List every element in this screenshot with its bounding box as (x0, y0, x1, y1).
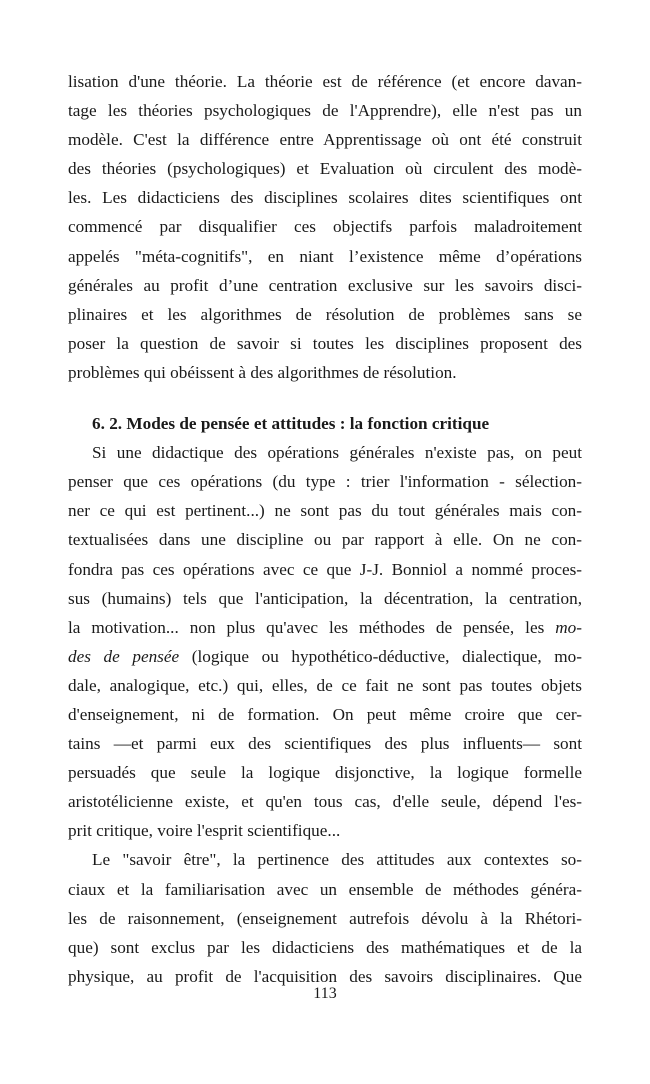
text-line: les de raisonnement, (enseignement autrefois dévolu à la Rhétori- (68, 908, 582, 928)
text-line: prit critique, voire l'esprit scientifique... (68, 821, 341, 841)
text-line: que) sont exclus par les didacticiens des mathématiques et de la (68, 937, 582, 957)
paragraph-3 (68, 845, 582, 990)
text-line-with-italic (68, 613, 582, 642)
text-line: appelés "méta-cognitifs", en niant l’existence même d’opérations (68, 246, 582, 266)
section-gap (68, 387, 582, 409)
text-line: générales au profit d’une centration exclusive sur les savoirs disci- (68, 275, 582, 295)
text-line: modèle. C'est la différence entre Apprentissage où ont été construit (68, 130, 582, 150)
text-line: penser que ces opérations (du type : trier l'information - sélection- (68, 472, 582, 492)
text-line: des théories (psychologiques) et Evaluation où circulent des modè- (68, 159, 582, 179)
italic-term: mo- (555, 617, 582, 637)
text-line-with-italic (68, 642, 582, 671)
text-line: problèmes qui obéissent à des algorithmes de résolution. (68, 362, 457, 382)
text-fragment: la motivation... non plus qu'avec les méthodes de pensée, les (68, 617, 556, 637)
text-line: plinaires et les algorithmes de résolution de problèmes sans se (68, 304, 582, 324)
text-line: ner ce qui est pertinent...) ne sont pas du tout générales mais con- (68, 501, 582, 521)
page-body (68, 67, 582, 991)
text-line: fondra pas ces opérations avec ce que J-J. Bonniol a nommé proces- (68, 559, 582, 579)
text-line: tains —et parmi eux des scientifiques des plus influents— sont (68, 734, 582, 754)
text-line: d'enseignement, ni de formation. On peut même croire que cer- (68, 704, 582, 724)
text-line: Le "savoir être", la pertinence des attitudes aux contextes so- (92, 850, 582, 870)
text-line: dale, analogique, etc.) qui, elles, de ce fait ne sont pas toutes objets (68, 675, 582, 695)
text-line: tage les théories psychologiques de l'Apprendre), elle n'est pas un (68, 101, 582, 121)
text-line: persuadés que seule la logique disjonctive, la logique formelle (68, 763, 582, 783)
text-line: textualisées dans une discipline ou par rapport à elle. On ne con- (68, 530, 582, 550)
text-line: aristotélicienne existe, et qu'en tous cas, d'elle seule, dépend l'es- (68, 792, 582, 812)
text-line: poser la question de savoir si toutes les disciplines proposent des (68, 333, 582, 353)
text-fragment: (logique ou hypothético-déductive, dialectique, mo- (179, 646, 582, 666)
text-line: commencé par disqualifier ces objectifs parfois maladroitement (68, 217, 582, 237)
paragraph-2 (68, 438, 582, 845)
text-line: physique, au profit de l'acquisition des savoirs disciplinaires. Que (68, 966, 582, 986)
text-line: sus (humains) tels que l'anticipation, la décentration, la centration, (68, 588, 582, 608)
text-line: lisation d'une théorie. La théorie est de référence (et encore davan- (68, 72, 582, 91)
section-heading: 6. 2. Modes de pensée et attitudes : la fonction critique (92, 414, 490, 434)
text-line: ciaux et la familiarisation avec un ensemble de méthodes généra- (68, 879, 582, 899)
text-line: Si une didactique des opérations générales n'existe pas, on peut (92, 443, 582, 463)
paragraph-1 (68, 67, 582, 387)
page-number: 113 (313, 985, 337, 1002)
italic-term: des de pensée (68, 646, 180, 666)
text-line: les. Les didacticiens des disciplines scolaires dites scientifiques ont (68, 188, 582, 208)
